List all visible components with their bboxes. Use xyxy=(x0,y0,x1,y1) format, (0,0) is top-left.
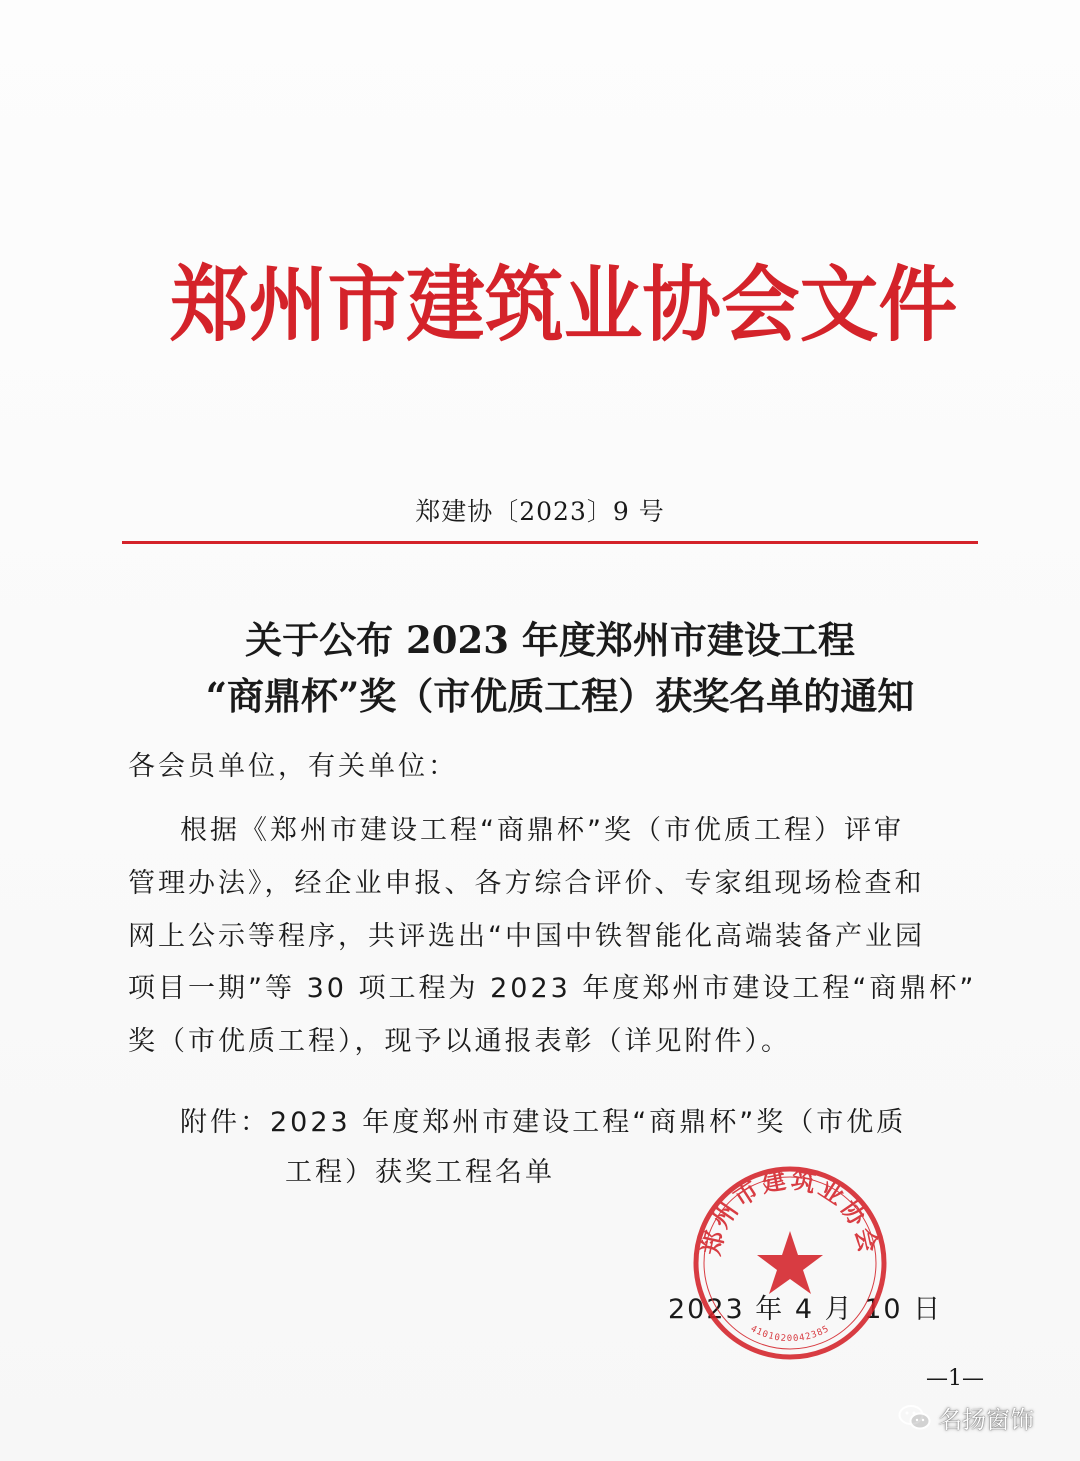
paragraph-line-3: 网上公示等程序，共评选出“中国中铁智能化高端装备产业园 xyxy=(128,921,925,952)
paragraph-line-2: 管理办法》，经企业申报、各方综合评价、专家组现场检查和 xyxy=(128,868,925,899)
paragraph-line-4: 项目一期”等 30 项工程为 2023 年度郑州市建设工程“商鼎杯” xyxy=(128,973,977,1004)
watermark-text: 名扬窗饰 xyxy=(938,1406,1034,1434)
svg-text:4101020042385 xyxy=(749,1324,832,1344)
notice-title-line-2: “商鼎杯”奖（市优质工程）获奖名单的通知 xyxy=(205,674,915,718)
notice-title-line-1: 关于公布 2023 年度郑州市建设工程 xyxy=(245,618,855,662)
document-number: 郑建协〔2023〕9 号 xyxy=(415,497,665,526)
salutation: 各会员单位，有关单位： xyxy=(128,751,458,782)
red-star-icon xyxy=(757,1231,823,1294)
paragraph-line-1: 根据《郑州市建设工程“商鼎杯”奖（市优质工程）评审 xyxy=(180,815,904,846)
page-number: —1— xyxy=(926,1366,984,1391)
paragraph-line-5: 奖（市优质工程），现予以通报表彰（详见附件）。 xyxy=(128,1026,791,1057)
wechat-icon xyxy=(898,1404,932,1432)
seal-ring-text: 郑州市建筑业协会 xyxy=(697,1165,883,1258)
official-seal xyxy=(690,1163,890,1363)
red-divider-line xyxy=(122,541,978,544)
document-header-title: 郑州市建筑业协会文件 xyxy=(170,257,958,353)
attachment-line-2: 工程）获奖工程名单 xyxy=(285,1157,555,1188)
wechat-watermark xyxy=(898,1400,1034,1435)
seal-code: 4101020042385 xyxy=(748,1324,832,1345)
issue-date: 2023 年 4 月 10 日 xyxy=(668,1294,943,1325)
attachment-line-1: 附件：2023 年度郑州市建设工程“商鼎杯”奖（市优质 xyxy=(180,1107,907,1138)
